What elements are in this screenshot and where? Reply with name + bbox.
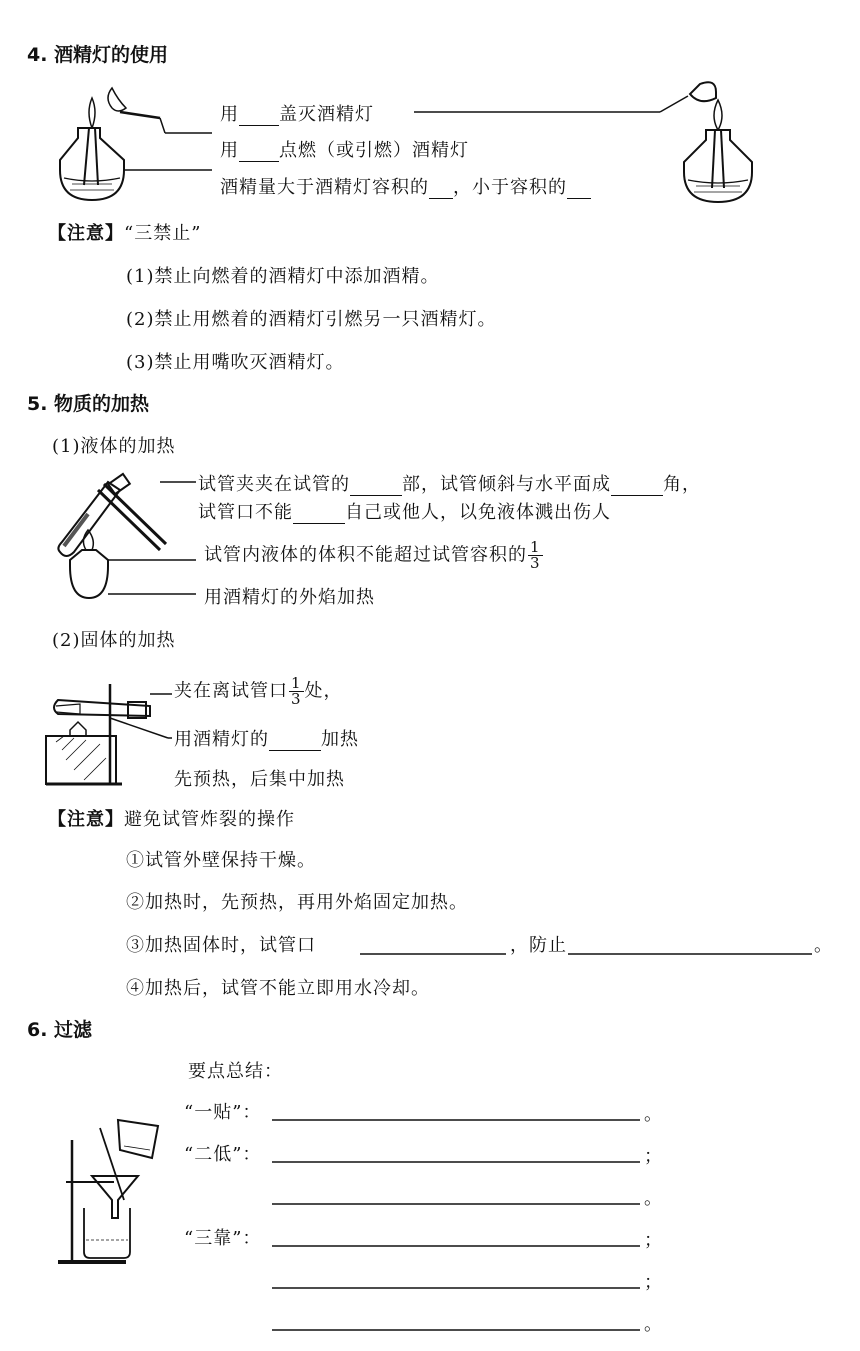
prohibition-1: (1)禁止向燃着的酒精灯中添加酒精。 bbox=[126, 266, 440, 287]
two-low-label: “二低”： bbox=[184, 1144, 262, 1165]
section-6-title: 6. 过滤 bbox=[27, 1019, 93, 1041]
liquid-line-1: 试管夹夹在试管的 部，试管倾斜与水平面成 角， bbox=[198, 474, 701, 495]
cracking-item-3c: 。 bbox=[814, 935, 833, 956]
cracking-item-2: ②加热时，先预热，再用外焰固定加热。 bbox=[126, 892, 468, 913]
iron-stand-heating-icon bbox=[46, 684, 150, 784]
blank[interactable] bbox=[239, 105, 279, 126]
blank[interactable] bbox=[429, 178, 453, 199]
note-avoid-cracking: 【注意】避免试管炸裂的操作 bbox=[48, 809, 295, 830]
semicolon: ； bbox=[644, 1146, 663, 1167]
blank[interactable] bbox=[611, 475, 663, 496]
section-5-title: 5. 物质的加热 bbox=[27, 393, 150, 415]
solid-line-3: 先预热，后集中加热 bbox=[174, 769, 345, 790]
three-lean-label: “三靠”： bbox=[184, 1228, 262, 1249]
fraction-one-third: $\frac{1}{3}$ bbox=[291, 674, 302, 708]
one-stick-label: “一贴”： bbox=[184, 1102, 262, 1123]
solid-heating-title: (2)固体的加热 bbox=[52, 630, 176, 651]
blank[interactable] bbox=[269, 730, 321, 751]
blank[interactable] bbox=[293, 503, 345, 524]
lamp-line-1: 用 盖灭酒精灯 bbox=[220, 104, 374, 125]
period: 。 bbox=[644, 1104, 663, 1125]
solid-line-1: 夹在离试管口 $\frac{1}{3}$ 处， bbox=[174, 674, 343, 708]
summary-label: 要点总结： bbox=[188, 1061, 283, 1082]
cracking-item-4: ④加热后，试管不能立即用水冷却。 bbox=[126, 978, 430, 999]
cracking-item-1: ①试管外壁保持干燥。 bbox=[126, 850, 316, 871]
semicolon: ； bbox=[644, 1230, 663, 1251]
cracking-item-3a: ③加热固体时，试管口 bbox=[126, 935, 316, 956]
filtration-apparatus-icon bbox=[58, 1120, 158, 1262]
liquid-line-3: 试管内液体的体积不能超过试管容积的 $\frac{1}{3}$ bbox=[204, 538, 541, 572]
note-three-prohibitions: 【注意】“三禁止” bbox=[48, 223, 202, 244]
section-4-title: 4. 酒精灯的使用 bbox=[27, 44, 169, 66]
blank[interactable] bbox=[567, 178, 591, 199]
prohibition-3: (3)禁止用嘴吹灭酒精灯。 bbox=[126, 352, 345, 373]
semicolon: ； bbox=[644, 1272, 663, 1293]
blank[interactable] bbox=[350, 475, 402, 496]
prohibition-2: (2)禁止用燃着的酒精灯引燃另一只酒精灯。 bbox=[126, 309, 497, 330]
alcohol-lamp-right-icon bbox=[684, 82, 752, 202]
liquid-line-2: 试管口不能 自己或他人，以免液体溅出伤人 bbox=[198, 502, 611, 523]
match-icon bbox=[108, 88, 160, 118]
cracking-item-3b: ，防止 bbox=[510, 935, 567, 956]
lamp-line-3: 酒精量大于酒精灯容积的 ，小于容积的 bbox=[220, 173, 591, 199]
alcohol-lamp-left-icon bbox=[60, 98, 124, 200]
fraction-one-third: $\frac{1}{3}$ bbox=[530, 538, 541, 572]
blank[interactable] bbox=[239, 141, 279, 162]
liquid-heating-title: (1)液体的加热 bbox=[52, 436, 176, 457]
period: 。 bbox=[644, 1314, 663, 1335]
solid-line-2: 用酒精灯的 加热 bbox=[174, 729, 359, 750]
liquid-line-4: 用酒精灯的外焰加热 bbox=[204, 587, 375, 608]
period: 。 bbox=[644, 1188, 663, 1209]
lamp-line-2: 用 点燃（或引燃）酒精灯 bbox=[220, 140, 469, 161]
test-tube-holder-icon bbox=[58, 474, 166, 598]
